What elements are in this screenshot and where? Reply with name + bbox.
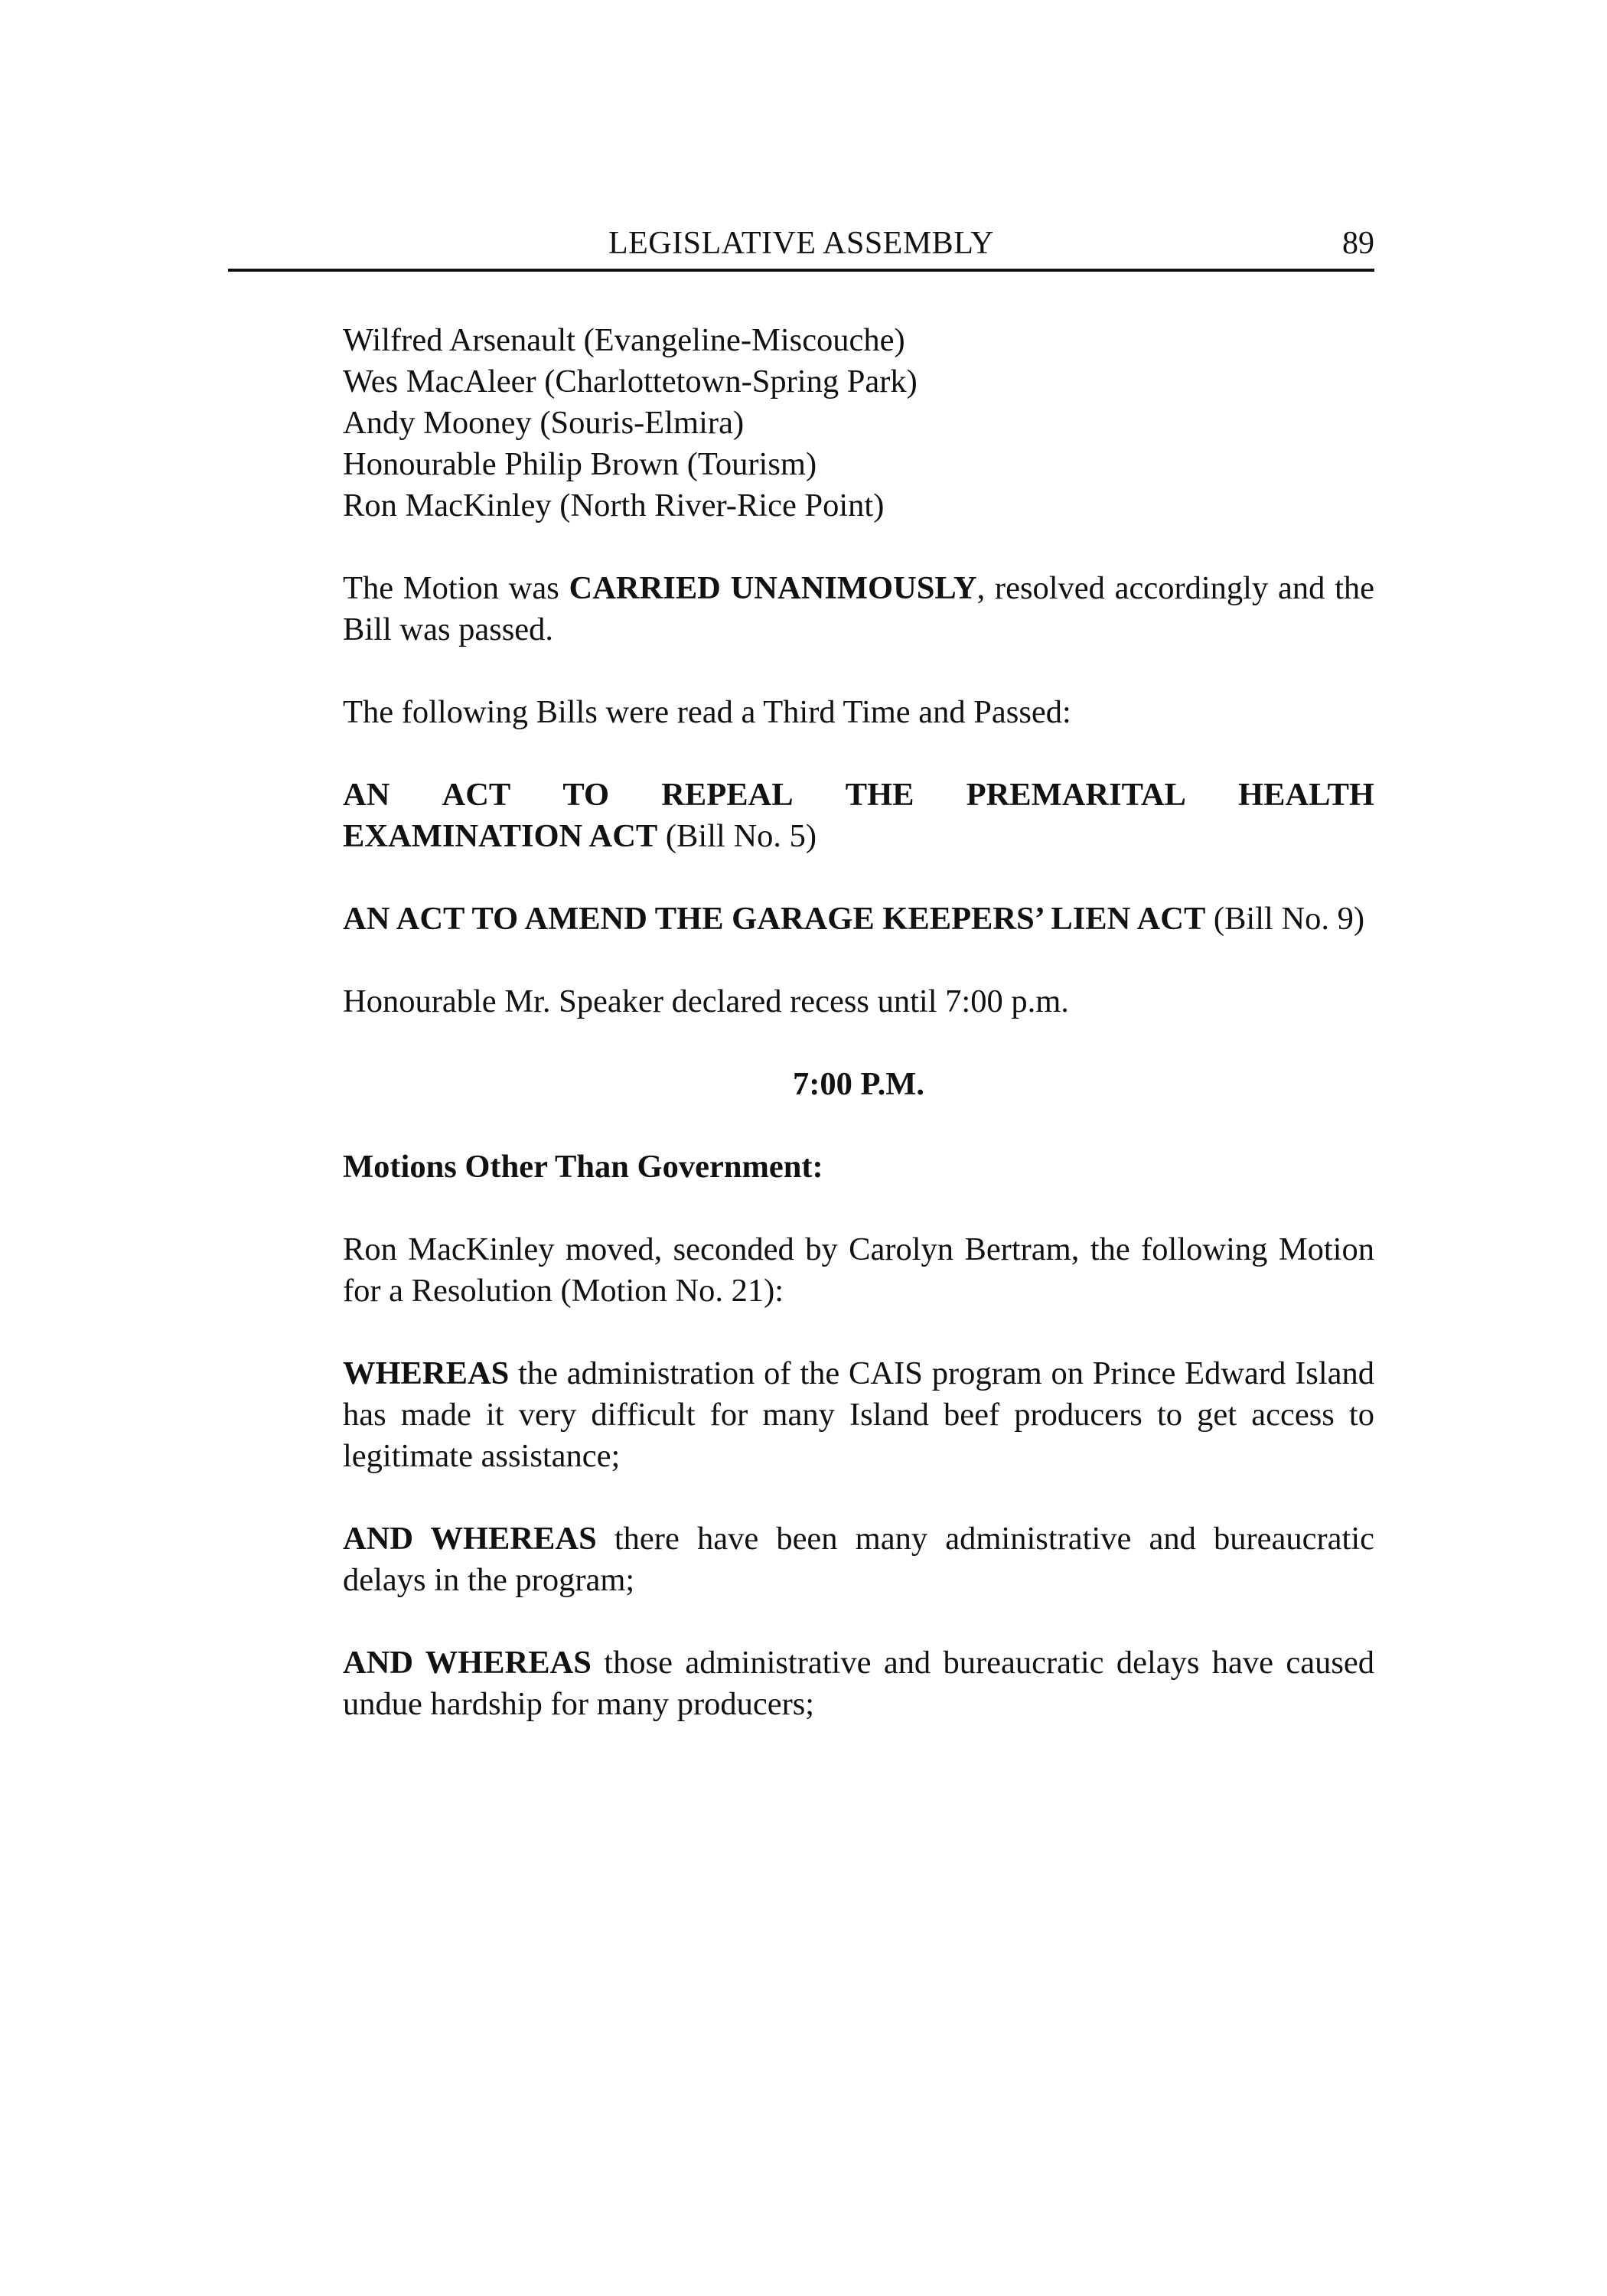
bill-title-word: THE	[845, 777, 914, 813]
bill-title-word: AN	[343, 777, 390, 813]
whereas-keyword: AND WHEREAS	[343, 1521, 597, 1557]
whereas-clause	[343, 1642, 1374, 1725]
time-heading: 7:00 P.M.	[793, 1066, 924, 1102]
member-entry: Honourable Philip Brown (Tourism)	[343, 446, 817, 482]
whereas-text: there have been many administrative and bureaucratic delays in the program;	[343, 1521, 1375, 1598]
bill-title-word: REPEAL	[661, 777, 794, 813]
bill-title-word: PREMARITAL	[966, 777, 1186, 813]
third-reading-intro: The following Bills were read a Third Time and Passed:	[343, 694, 1071, 730]
bill-title-line1	[343, 775, 1374, 816]
running-title: LEGISLATIVE ASSEMBLY	[608, 226, 994, 261]
bill-entry	[343, 775, 1374, 857]
bill-title-word: TO	[562, 777, 610, 813]
whereas-text: the administration of the CAIS program on Prince Edward Island has made it very difficult for many Island beef producers to get access to legitimate assistance;	[343, 1355, 1374, 1474]
bill-title-continuation: EXAMINATION ACT	[343, 818, 658, 854]
member-entry: Andy Mooney (Souris-Elmira)	[343, 405, 745, 441]
member-entry: Ron MacKinley (North River-Rice Point)	[343, 488, 885, 523]
bill-entry	[343, 899, 1374, 940]
bill-title-line2	[343, 816, 1374, 857]
bill-title-word: ACT	[442, 777, 511, 813]
page-header	[228, 224, 1374, 272]
motion-intro: Ron MacKinley moved, seconded by Carolyn Bertram, the following Motion for a Resolution (Motion No. 21):	[343, 1231, 1374, 1309]
motion-result-paragraph	[343, 568, 1374, 651]
motion-result-suffix: , resolved accordingly and the Bill was passed.	[343, 570, 1374, 647]
bill-title-word: HEALTH	[1238, 777, 1374, 813]
whereas-clause	[343, 1518, 1374, 1601]
member-entry: Wes MacAleer (Charlottetown-Spring Park)	[343, 364, 918, 400]
member-list	[343, 320, 1374, 527]
page-number: 89	[1342, 226, 1374, 261]
motion-result-emphasis: CARRIED UNANIMOUSLY	[569, 570, 977, 606]
recess-notice: Honourable Mr. Speaker declared recess until 7:00 p.m.	[343, 983, 1069, 1019]
motion-result-prefix: The Motion was	[343, 570, 569, 606]
bill-title: AN ACT TO AMEND THE GARAGE KEEPERS’ LIEN ACT	[343, 901, 1206, 937]
whereas-keyword: WHEREAS	[343, 1355, 510, 1391]
bill-reference: (Bill No. 9)	[1205, 901, 1365, 937]
member-entry: Wilfred Arsenault (Evangeline-Miscouche)	[343, 322, 905, 358]
page-body	[343, 320, 1374, 1766]
bill-reference: (Bill No. 5)	[657, 818, 817, 854]
section-heading: Motions Other Than Government:	[343, 1149, 823, 1185]
whereas-keyword: AND WHEREAS	[343, 1645, 592, 1681]
whereas-clause	[343, 1353, 1374, 1477]
whereas-text: those administrative and bureaucratic delays have caused undue hardship for many producers;	[343, 1645, 1374, 1722]
